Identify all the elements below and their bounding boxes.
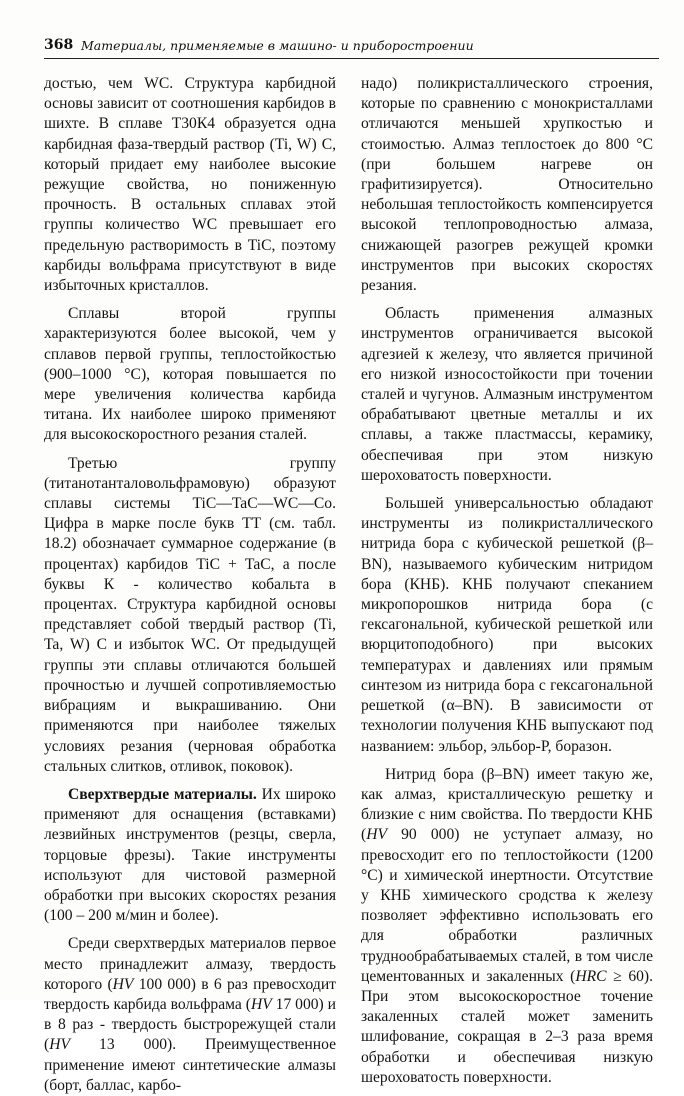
text-run: Нитрид бора (β–BN) имеет такую же, как алмаз, кристаллическую решетку и близкие с ним свойства. По твердости КНБ ( — [361, 765, 653, 844]
running-title: Материалы, применяемые в машино- и приборостроении — [81, 38, 474, 53]
hardness-symbol: HV — [366, 826, 387, 844]
page-number: 368 — [44, 37, 74, 53]
paragraph: Третью группу (титанотанталовольфрамовую) образуют сплавы системы TiC—TaC—WC—Co. Цифра в марке после букв ТТ (см. табл. 18.2) обозначает суммарное содержание (в процентах) карбидов TiC + TaC, а после буквы К - количество кобальта в процентах. Структура карбидной основы представляет собой твердый раствор (Ti, Ta, W) C и избыток WC. От предыдущей группы эти сплавы отличаются большей прочностью и лучшей сопротивляемостью вибрациям и выкрашиванию. Они применяются при наиболее тяжелых условиях резания (черновая обработка стальных слитков, отливок, поковок). — [44, 454, 336, 775]
paragraph — [44, 785, 336, 926]
hardness-symbol: HV — [112, 975, 134, 993]
paragraph: надо) поликристаллического строения, которые по сравнению с монокристаллами отличаются меньшей хрупкостью и стоимостью. Алмаз теплостоек до 800 °С (при большем нагреве он графитизируется). Относительно небольшая теплостойкость компенсируется высокой теплопроводностью алмаза, снижающей разогрев режущей кромки инструментов при высоких скоростях резания. — [361, 75, 653, 295]
paragraph: Большей универсальностью обладают инструменты из поликристаллического нитрида бора с кубической решеткой (β–BN), называемого кубическим нитридом бора (КНБ). КНБ получают спеканием микропорошков нитрида бора (с гексагональной, кубической решеткой или вюрцитоподобного) при высоких температурах и давлениях или прямым синтезом из нитрида бора с гексагональной решеткой (α–BN). В зависимости от технологии получения КНБ выпускают под названием: эльбор, эльбор-Р, боразон. — [361, 495, 653, 755]
paragraph — [44, 934, 336, 1096]
text-run: 100 000) в 6 раз превосходит твердость карбида вольфрама ( — [44, 975, 336, 1013]
right-column — [361, 74, 653, 1088]
paragraph: достью, чем WC. Структура карбидной основы зависит от соотношения карбидов в шихте. В сплаве Т30К4 образуется одна карбидная фаза-твердый раствор (Ti, W) C, который придает ему наиболее высокие режущие свойства, но пониженную прочность. В остальных сплавах этой группы количество WC превышает его предельную растворимость в TiC, поэтому карбиды вольфрама присутствуют в виде избыточных кристаллов. — [44, 75, 336, 295]
page-header — [44, 37, 659, 57]
paragraph — [361, 765, 653, 1088]
left-column — [44, 74, 336, 1096]
text-run: ≥ 60). При этом высокоскоростное точение закаленных сталей может заменить шлифование, сокращая в 2–3 раза время обработки и обеспечивая низкую шероховатость поверхности. — [361, 967, 653, 1086]
hardness-symbol: HV — [49, 1036, 70, 1054]
paragraph: Сплавы второй группы характеризуются более высокой, чем у сплавов первой группы, теплостойкостью (900–1000 °С), которая повышается по мере увеличения количества карбида титана. Их наиболее широко применяют для высокоскоростного резания сталей. — [44, 305, 336, 444]
paragraph-text: Их широко применяют для оснащения (вставками) лезвийных инструментов (резцы, сверла, торцовые фрезы). Такие инструменты используют для чистовой размерной обработки при высоких скоростях резания (100 – 200 м/мин и более). — [44, 785, 336, 925]
text-run: 90 000) не уступает алмазу, но превосходит его по теплостойкости (1200 °С) и химической инертности. Отсутствие у КНБ химического сродства к железу позволяет эффективно использовать его для обработки различных труднообрабатываемых сталей, в том числе цементованных и закаленных ( — [361, 826, 653, 985]
text-run: 17 000) и в 8 раз - твердость быстрорежущей стали ( — [44, 995, 336, 1054]
paragraph: Область применения алмазных инструментов ограничивается высокой адгезией к железу, что является причиной его низкой износостойкости при точении сталей и чугунов. Алмазным инструментом обрабатывают цветные металлы и их сплавы, а также пластмассы, керамику, обеспечивая при этом низкую шероховатость поверхности. — [361, 305, 653, 484]
hardness-symbol: HRC — [575, 967, 607, 985]
header-rule — [44, 58, 659, 59]
text-run: 13 000). Преимущественное применение имеют синтетические алмазы (борт, баллас, карбо- — [44, 1036, 336, 1094]
hardness-symbol: HV — [250, 995, 272, 1013]
section-heading: Сверхтвердые материалы. — [68, 785, 257, 803]
text-run: Среди сверхтвердых материалов первое место принадлежит алмазу, твердость которого ( — [44, 935, 336, 993]
